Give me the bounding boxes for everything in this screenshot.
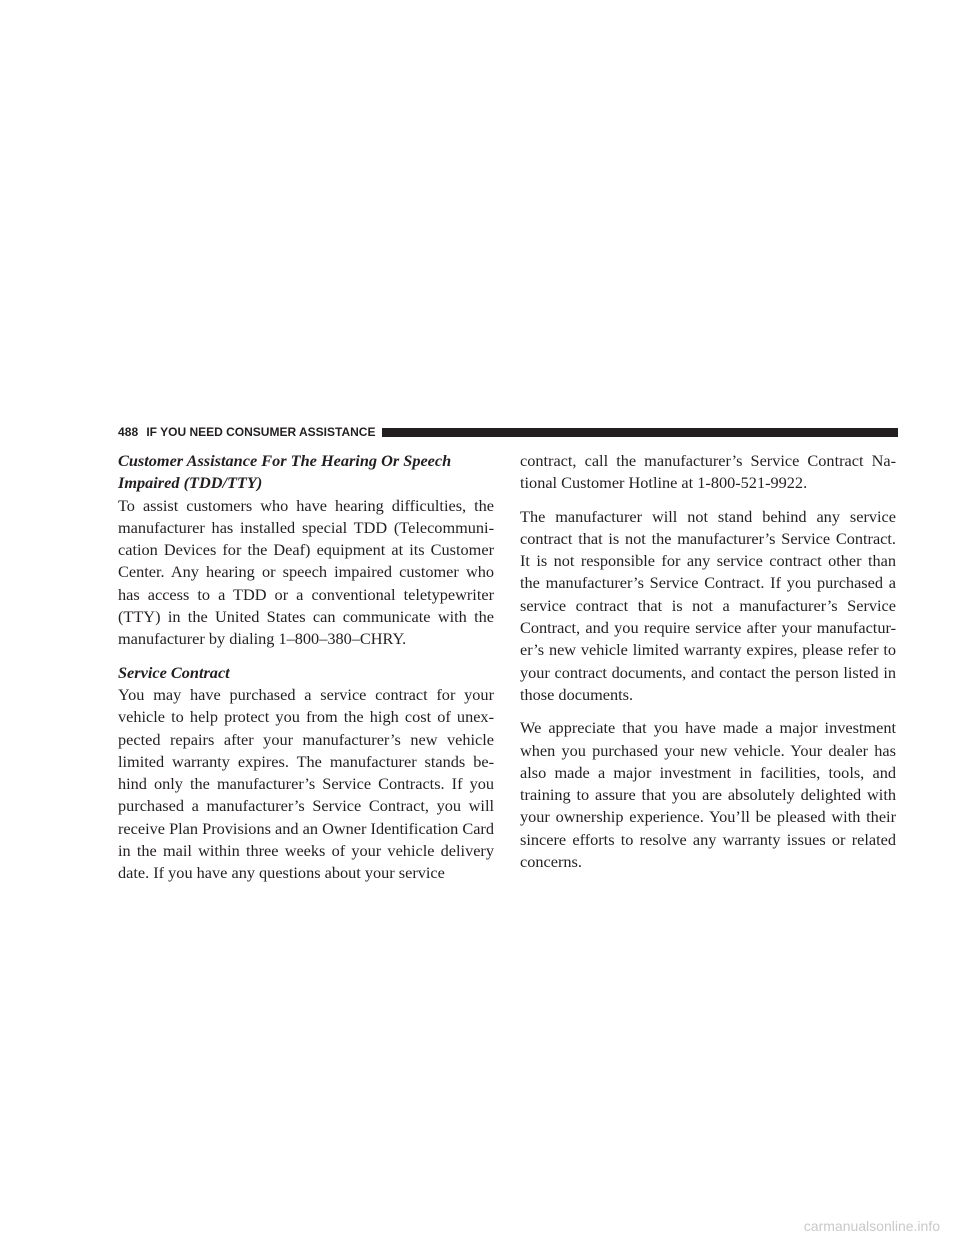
right-column — [520, 450, 896, 884]
page-header — [118, 424, 898, 440]
heading-service-contract: Service Contract — [118, 662, 230, 682]
section-title: IF YOU NEED CONSUMER ASSISTANCE — [146, 425, 376, 439]
paragraph-non-manufacturer-contract: The manufacturer will not stand behind any service contract that is not the manufacturer’s Service Contract. It is not responsible for any service contract other than the manufacturer’s Service Contract. If you purchased a service contract that is not a manufacturer’s Service Contract, and you require service after your manufactur-er’s new vehicle limited warranty expires, please refer to your contract documents, and contact the person listed in those documents. — [520, 506, 896, 704]
paragraph-hotline: contract, call the manufacturer’s Service Contract Na-tional Customer Hotline at 1-800-521-9922. — [520, 451, 896, 493]
header-rule — [382, 428, 898, 437]
paragraph-dealer-investment: We appreciate that you have made a major investment when you purchased your new vehicle. Your dealer has also made a major investment in facilities, tools, and training to assure that you are absolutely delighted with your ownership experience. You’ll be pleased with their sincere efforts to resolve any warranty issues or related concerns. — [520, 718, 896, 872]
paragraph-tdd-tty: To assist customers who have hearing difficulties, the manufacturer has installed special TDD (Telecommuni-cation Devices for the Deaf) equipment at its Customer Center. Any hearing or speech impaired customer who has access to a TDD or a conventional teletypewriter (TTY) in the United States can communicate with the manufacturer by dialing 1–800–380–CHRY. — [118, 495, 494, 649]
left-column — [118, 450, 494, 896]
watermark: carmanualsonline.info — [803, 1218, 940, 1234]
heading-tdd-tty: Customer Assistance For The Hearing Or Speech Impaired (TDD/TTY) — [118, 451, 452, 493]
paragraph-service-contract: You may have purchased a service contract for your vehicle to help protect you from the high cost of unex-pected repairs after your manufacturer’s new vehicle limited warranty expires. The manufacturer stands be-hind only the manufacturer’s Service Contracts. If you purchased a manufacturer’s Service Contract, you will receive Plan Provisions and an Owner Identification Card in the mail within three weeks of your vehicle delivery date. If you have any questions about your service — [118, 684, 494, 883]
page-number: 488 — [118, 425, 139, 439]
